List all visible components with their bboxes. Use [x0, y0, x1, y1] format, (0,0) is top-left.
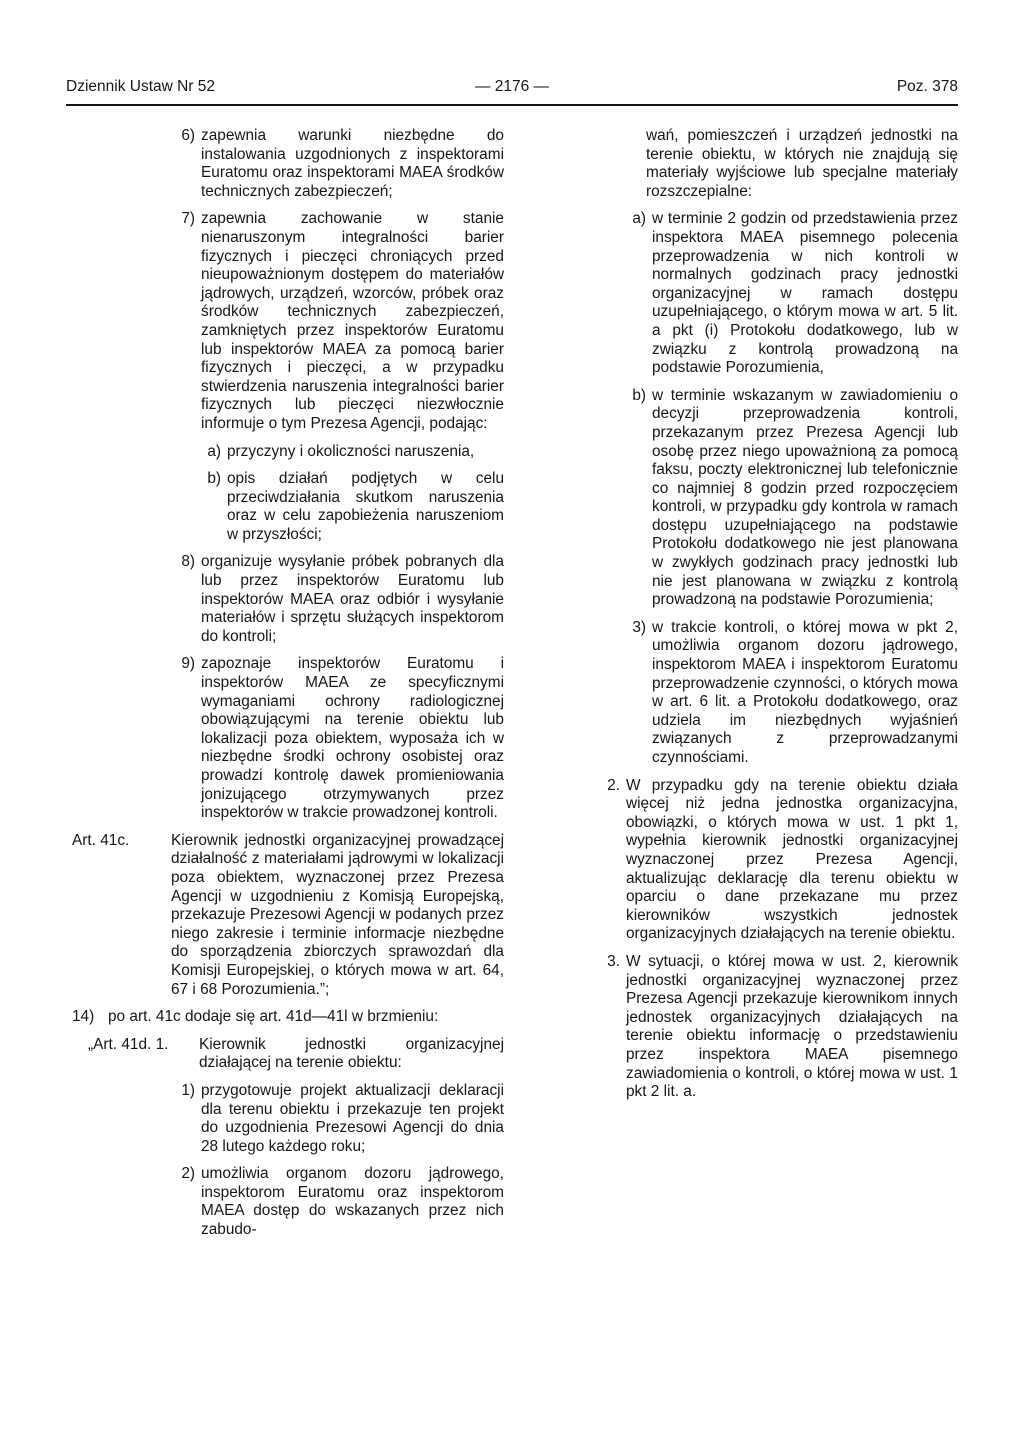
item-text: umożliwia organom dozoru jądrowego, inspektorom Euratomu oraz inspektorom MAEA dostęp do wskazanych przez nich zabudo-: [201, 1165, 504, 1239]
section-number: 2.: [607, 776, 620, 794]
item-number: 7): [181, 210, 195, 228]
article-number: Art. 41c.: [72, 831, 130, 849]
continuation-text: wań, pomieszczeń i urządzeń jednostki na terenie obiektu, w których nie znajdują się materiały wyjściowe lub specjalne materiały rozszczepialne:: [646, 127, 958, 200]
sub-item-text: w terminie wskazanym w zawiadomieniu o decyzji przeprowadzenia kontroli, przekazanym przez Prezesa Agencji lub osobę przez niego upoważnioną za pomocą faksu, poczty elektronicznej lub telefonicznie co najmniej 8 godzin przed rozpoczęciem kontroli, w przypadku gdy kontrola w ramach dostępu uzupełniającego na podstawie Protokołu dodatkowego nie jest planowana w zwykłych godzinach pracy jednostki lub nie jest planowana w związku z kontrolą prowadzoną na podstawie Porozumienia;: [652, 386, 958, 609]
list-item: [72, 655, 504, 822]
section-text: W przypadku gdy na terenie obiektu działa więcej niż jedna jednostka organizacyjna, obowiązki, o których mowa w ust. 1 pkt 1, wypełnia kierownik jednostki organizacyjnej wyznaczonej przez Prezesa Agencji, aktualizując deklarację dla terenu obiektu w oparciu o dane przekazane mu przez kierowników wszystkich jednostek organizacyjnych działających na terenie obiektu.: [626, 776, 958, 943]
item-number: 3): [632, 618, 646, 636]
position-number: Poz. 378: [896, 78, 958, 95]
item-text: po art. 41c dodaje się art. 41d—41l w brzmieniu:: [108, 1008, 439, 1026]
list-item: [72, 1082, 504, 1156]
sub-item-text: w terminie 2 godzin od przedstawienia przez inspektora MAEA pisemnego polecenia przeprowadzenia w nich kontroli w normalnych godzinach pracy jednostki organizacyjnej w ramach dostępu uzupełniającego, o którym mowa w art. 5 lit. a pkt (i) Protokołu dodatkowego, lub w związku z kontrolą prowadzoną na podstawie Porozumienia,: [652, 210, 958, 377]
article-number: „Art. 41d. 1.: [88, 1035, 169, 1053]
sub-item-letter: b): [207, 470, 221, 488]
article-41c: [72, 832, 504, 999]
item-number: 2): [181, 1165, 195, 1183]
list-item: [582, 619, 958, 768]
sub-item-text: opis działań podjętych w celu przeciwdziałania skutkom naruszenia oraz w celu zapobieżenia naruszeniom w przyszłości;: [227, 470, 504, 543]
sub-item: [618, 387, 958, 610]
page-number: — 2176 —: [474, 78, 550, 95]
sub-item: [201, 443, 504, 462]
item-text: zapoznaje inspektorów Euratomu i inspektorów MAEA ze specyficznymi wymaganiami ochrony radiologicznej obowiązującymi na terenie obiektu lub lokalizacji poza obiektem, wyposaża ich w niezbędne środki ochrony osobistej oraz prowadzi kontrolę dawek promieniowania jonizującego otrzymywanych przez inspektorów w trakcie prowadzonej kontroli.: [201, 655, 504, 822]
list-item: [72, 1165, 504, 1239]
header-rule: [66, 104, 958, 106]
section-item: [568, 777, 958, 944]
section-number: 3.: [607, 952, 620, 970]
item-number: 14): [72, 1008, 95, 1026]
list-item: [72, 127, 504, 201]
sub-item-letter: b): [632, 386, 646, 404]
sub-item-text: przyczyny i okoliczności naruszenia,: [227, 442, 475, 460]
page-header: [66, 78, 958, 102]
sub-item: [201, 470, 504, 544]
left-column: [72, 127, 504, 1249]
sub-item: [618, 210, 958, 377]
article-text: Kierownik jednostki organizacyjnej działającej na terenie obiektu:: [199, 1035, 504, 1072]
journal-title: Dziennik Ustaw Nr 52: [66, 78, 216, 95]
list-item: [72, 210, 504, 433]
item-text: w trakcie kontroli, o której mowa w pkt 2, umożliwia organom dozoru jądrowego, inspektorom MAEA i inspektorom Euratomu przeprowadzenie czynności, o których mowa w art. 6 lit. a Protokołu dodatkowego, oraz udziela im niezbędnych wyjaśnień związanych z przeprowadzanymi czynnościami.: [652, 618, 958, 766]
item-text: przygotowuje projekt aktualizacji deklaracji dla terenu obiektu i przekazuje ten projekt do uzgodnienia Prezesowi Agencji do dnia 28 lutego każdego roku;: [201, 1081, 504, 1155]
section-item: [568, 953, 958, 1102]
list-item: [72, 553, 504, 646]
section-text: W sytuacji, o której mowa w ust. 2, kierownik jednostki organizacyjnej wyznaczonej przez Prezesa Agencji przekazuje kierownikom innych jednostek organizacyjnych działających na terenie obiektu informację o przedstawieniu przez inspektora MAEA pisemnego zawiadomienia o kontroli, o której mowa w ust. 1 pkt 2 lit. a.: [626, 952, 958, 1101]
item-text: zapewnia warunki niezbędne do instalowania uzgodnionych z inspektorami Euratomu oraz inspektorami MAEA środków technicznych zabezpieczeń;: [201, 127, 504, 200]
article-text: Kierownik jednostki organizacyjnej prowadzącej działalność z materiałami jądrowymi w lokalizacji poza obiektem, wyznaczonej przez Prezesa Agencji w uzgodnieniu z Komisją Europejską, przekazuje Prezesowi Agencji w podanych przez niego zakresie i terminie informacje niezbędne do sporządzenia zbiorczych sprawozdań dla Komisji Europejskiej, o których mowa w art. 64, 67 i 68 Porozumienia.”;: [171, 831, 504, 998]
amendment-item: [72, 1008, 504, 1027]
item-number: 1): [181, 1081, 195, 1099]
item-number: 8): [181, 553, 195, 571]
item-text: organizuje wysyłanie próbek pobranych dla lub przez inspektorów Euratomu lub inspektorów MAEA oraz odbiór i wysyłanie materiałów i sprzętu służących inspektorom do kontroli;: [201, 553, 504, 645]
article-41d: [88, 1036, 504, 1073]
sub-item-letter: a): [207, 442, 221, 460]
right-column: [582, 127, 958, 1111]
item-number: 6): [181, 127, 195, 144]
sub-item-letter: a): [632, 210, 646, 228]
item-number: 9): [181, 655, 195, 673]
item-text: zapewnia zachowanie w stanie nienaruszonym integralności barier fizycznych i pieczęci chroniących przed nieupoważnionym dostępem do materiałów jądrowych, urządzeń, wzorców, próbek oraz środków technicznych zabezpieczeń, zamkniętych przez inspektorów Euratomu lub inspektorów MAEA za pomocą barier fizycznych i pieczęci, a w przypadku stwierdzenia naruszenia integralności barier fizycznych lub pieczęci niezwłocznie informuje o tym Prezesa Agencji, podając:: [201, 210, 504, 432]
